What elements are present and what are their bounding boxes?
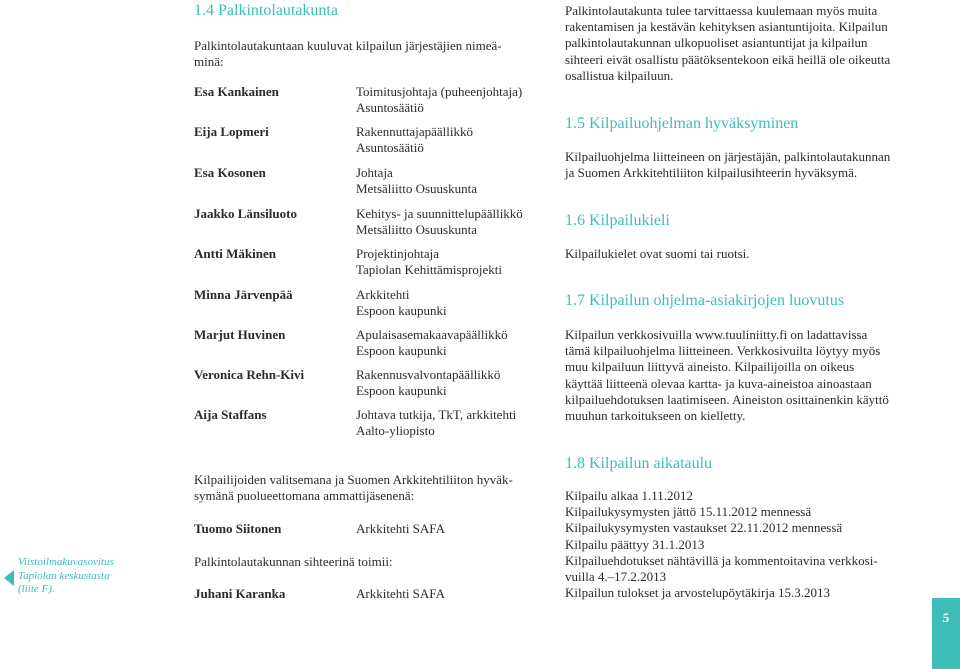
member-role-line: Tapiolan Kehittämisprojekti bbox=[356, 262, 503, 278]
member-role bbox=[356, 287, 447, 319]
paragraph-line: Palkintolautakunta tulee tarvittaessa kuulemaan myös muita bbox=[565, 3, 878, 18]
documents-paragraph bbox=[565, 327, 915, 424]
member-role-line: Rakennuttajapäällikkö bbox=[356, 124, 473, 139]
paragraph-line: Kilpailun verkkosivuilla www.tuuliniitty.fi on ladattavissa bbox=[565, 327, 868, 342]
schedule-item: Kilpailu päättyy 31.1.2013 bbox=[565, 536, 705, 552]
member-role-line: Metsäliitto Osuuskunta bbox=[356, 181, 477, 197]
approval-paragraph bbox=[565, 149, 915, 181]
section-heading-1-7 bbox=[565, 292, 844, 310]
caption-arrow-icon bbox=[4, 570, 14, 586]
member-role bbox=[356, 367, 500, 399]
paragraph-line: tämä kilpailuohjelma liitteineen. Verkkosivuilta löytyy myös bbox=[565, 343, 881, 359]
member-role-line: Metsäliitto Osuuskunta bbox=[356, 222, 477, 238]
paragraph-line: kilpailuehdotuksen laatimiseen. Aineiston osittainenkin käyttö bbox=[565, 391, 889, 407]
paragraph-line: Kilpailuohjelma liitteineen on järjestäjän, palkintolautakunnan bbox=[565, 149, 891, 164]
section-number: 1.5 bbox=[565, 115, 585, 132]
member-name: Eija Lopmeri bbox=[194, 124, 269, 139]
schedule-item: Kilpailukysymysten jättö 15.11.2012 mennessä bbox=[565, 504, 812, 520]
schedule-item: Kilpailukysymysten vastaukset 22.11.2012 mennessä bbox=[565, 520, 843, 536]
schedule-item: Kilpailuehdotukset nähtävillä ja kommentoitavina verkkosi- bbox=[565, 552, 878, 568]
member-role-line: Espoon kaupunki bbox=[356, 303, 447, 319]
section-title: Kilpailukieli bbox=[589, 212, 670, 229]
member-name: Antti Mäkinen bbox=[194, 246, 276, 261]
schedule-item: vuilla 4.–17.2.2013 bbox=[565, 569, 667, 585]
member-name: Esa Kosonen bbox=[194, 165, 266, 180]
secretary-intro: Palkintolautakunnan sihteerinä toimii: bbox=[194, 554, 393, 569]
section-title: Kilpailuohjelman hyväksyminen bbox=[589, 115, 799, 132]
member-role-line: Toimitusjohtaja (puheenjohtaja) bbox=[356, 84, 523, 99]
jury-intro-line: minä: bbox=[194, 54, 224, 70]
member-role bbox=[356, 84, 522, 116]
caption-line: Tapiolan keskustasta bbox=[18, 569, 110, 582]
member-role-line: Projektinjohtaja bbox=[356, 246, 440, 261]
section-heading-1-5 bbox=[565, 115, 798, 133]
member-role-line: Arkkitehti bbox=[356, 287, 410, 302]
page-number-box bbox=[932, 598, 960, 669]
section-title: Palkintolautakunta bbox=[218, 2, 338, 19]
contestant-intro-line: Kilpailijoiden valitsemana ja Suomen Arkkitehtiliiton hyväk- bbox=[194, 472, 513, 487]
member-role-line: Aalto-yliopisto bbox=[356, 423, 435, 439]
member-role-line: Espoon kaupunki bbox=[356, 383, 447, 399]
member-name: Esa Kankainen bbox=[194, 84, 279, 99]
member-name: Aija Staffans bbox=[194, 407, 267, 422]
section-number: 1.7 bbox=[565, 292, 585, 309]
contestant-member-role: Arkkitehti SAFA bbox=[356, 521, 445, 536]
schedule-item: Kilpailun tulokset ja arvostelupöytäkirja 15.3.2013 bbox=[565, 585, 831, 601]
language-paragraph: Kilpailukielet ovat suomi tai ruotsi. bbox=[565, 246, 750, 261]
member-role-line: Apulaisasemakaavapäällikkö bbox=[356, 327, 508, 342]
member-name: Minna Järvenpää bbox=[194, 287, 293, 302]
image-caption bbox=[18, 556, 128, 597]
caption-line: Viistoilmakuvasovitus bbox=[18, 556, 114, 568]
section-heading-1-8 bbox=[565, 455, 712, 473]
member-role bbox=[356, 246, 502, 278]
paragraph-line: muu kilpailuun liittyvä aineisto. Kilpailijoilla on oikeus bbox=[565, 359, 855, 375]
jury-intro-line: Palkintolautakuntaan kuuluvat kilpailun järjestäjien nimeä- bbox=[194, 38, 502, 53]
member-role-line: Johtaja bbox=[356, 165, 393, 180]
member-role bbox=[356, 124, 473, 156]
contestant-intro bbox=[194, 472, 539, 504]
paragraph-line: käyttää liitteenä olevaa kartta- ja kuva-aineistoa ainoastaan bbox=[565, 375, 872, 391]
section-heading-1-4 bbox=[194, 2, 338, 20]
page-number: 5 bbox=[942, 610, 950, 625]
section-title: Kilpailun ohjelma-asiakirjojen luovutus bbox=[589, 292, 845, 309]
paragraph-line: sihteeri eivät osallistu päätöksentekoon eikä heillä ole oikeutta bbox=[565, 51, 891, 67]
paragraph-line: osallistua kilpailuun. bbox=[565, 67, 674, 83]
member-role bbox=[356, 327, 508, 359]
section-heading-1-6 bbox=[565, 212, 670, 230]
section-number: 1.4 bbox=[194, 2, 214, 19]
secretary-name: Juhani Karanka bbox=[194, 586, 286, 601]
member-name: Veronica Rehn-Kivi bbox=[194, 367, 305, 382]
member-role-line: Asuntosäätiö bbox=[356, 100, 424, 116]
member-role bbox=[356, 407, 516, 439]
section-number: 1.8 bbox=[565, 455, 585, 472]
schedule-list bbox=[565, 488, 915, 601]
member-role-line: Espoon kaupunki bbox=[356, 343, 447, 359]
secretary-role: Arkkitehti SAFA bbox=[356, 586, 445, 601]
member-role-line: Johtava tutkija, TkT, arkkitehti bbox=[356, 407, 517, 422]
member-role-line: Rakennusvalvontapäällikkö bbox=[356, 367, 501, 382]
paragraph-line: ja Suomen Arkkitehtiliiton kilpailusihteerin hyväksymä. bbox=[565, 165, 858, 181]
member-name: Jaakko Länsiluoto bbox=[194, 206, 297, 221]
paragraph-line: rakentamisen ja kestävän kehityksen asiantuntijoita. Kilpailun bbox=[565, 19, 888, 35]
paragraph-line: muuhun tarkoitukseen on kielletty. bbox=[565, 408, 746, 424]
contestant-member-name: Tuomo Siitonen bbox=[194, 521, 282, 536]
member-role bbox=[356, 206, 523, 238]
member-role bbox=[356, 165, 477, 197]
schedule-item: Kilpailu alkaa 1.11.2012 bbox=[565, 488, 694, 503]
paragraph-line: palkintolautakunnan ulkopuoliset asiantuntijat ja kilpailun bbox=[565, 35, 868, 51]
section-title: Kilpailun aikataulu bbox=[589, 455, 713, 472]
member-role-line: Kehitys- ja suunnittelupäällikkö bbox=[356, 206, 523, 221]
contestant-intro-line: symänä puolueettomana ammattijäsenenä: bbox=[194, 488, 415, 504]
experts-paragraph bbox=[565, 3, 915, 84]
section-number: 1.6 bbox=[565, 212, 585, 229]
member-name: Marjut Huvinen bbox=[194, 327, 286, 342]
member-role-line: Asuntosäätiö bbox=[356, 140, 424, 156]
jury-intro bbox=[194, 38, 539, 70]
caption-line: (liite F). bbox=[18, 583, 55, 595]
